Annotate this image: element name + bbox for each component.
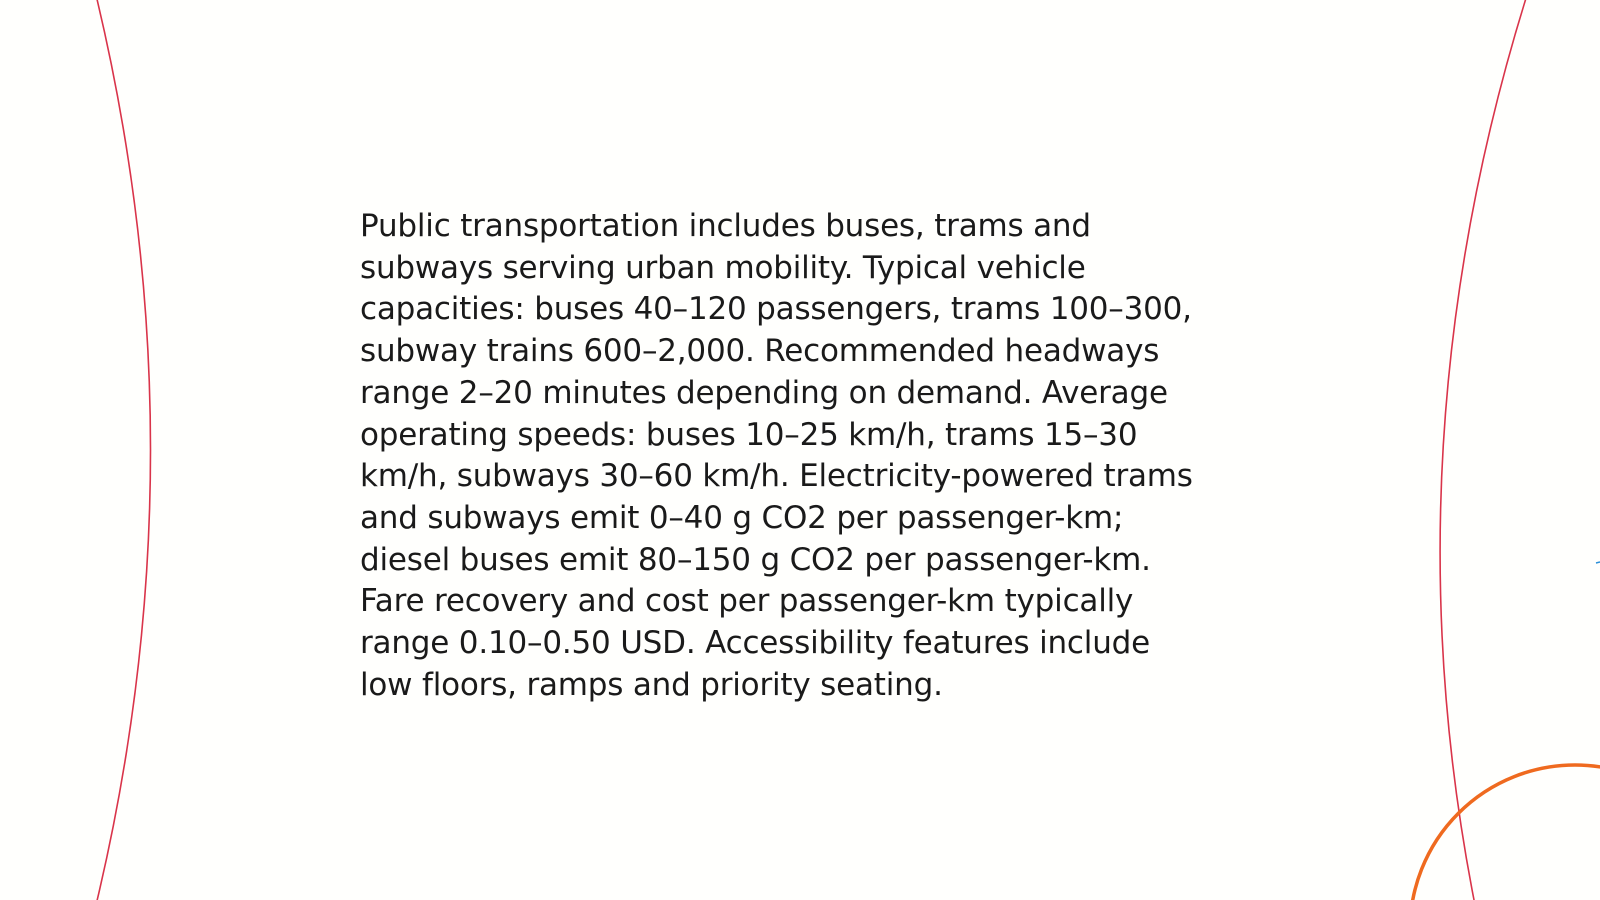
right-arc-decoration: [1440, 0, 1527, 900]
blue-tick-decoration: [1596, 562, 1600, 563]
body-paragraph: Public transportation includes buses, trams and subways serving urban mobility. Typical vehicle capacities: buses 40–120 passengers, trams 100–300, subway trains 600–2,000. Recommended headways range 2–20 minutes depending on demand. Average operating speeds: buses 10–25 km/h, trams 15–30 km/h, subways 30–60 km/h. Electricity-powered trams and subways emit 0–40 g CO2 per passenger-km; diesel buses emit 80–150 g CO2 per passenger-km. Fare recovery and cost per passenger-km typically range 0.10–0.50 USD. Accessibility features include low floors, ramps and priority seating.: [360, 208, 1193, 703]
orange-circle-decoration: [1410, 765, 1600, 900]
left-arc-decoration: [96, 0, 151, 900]
